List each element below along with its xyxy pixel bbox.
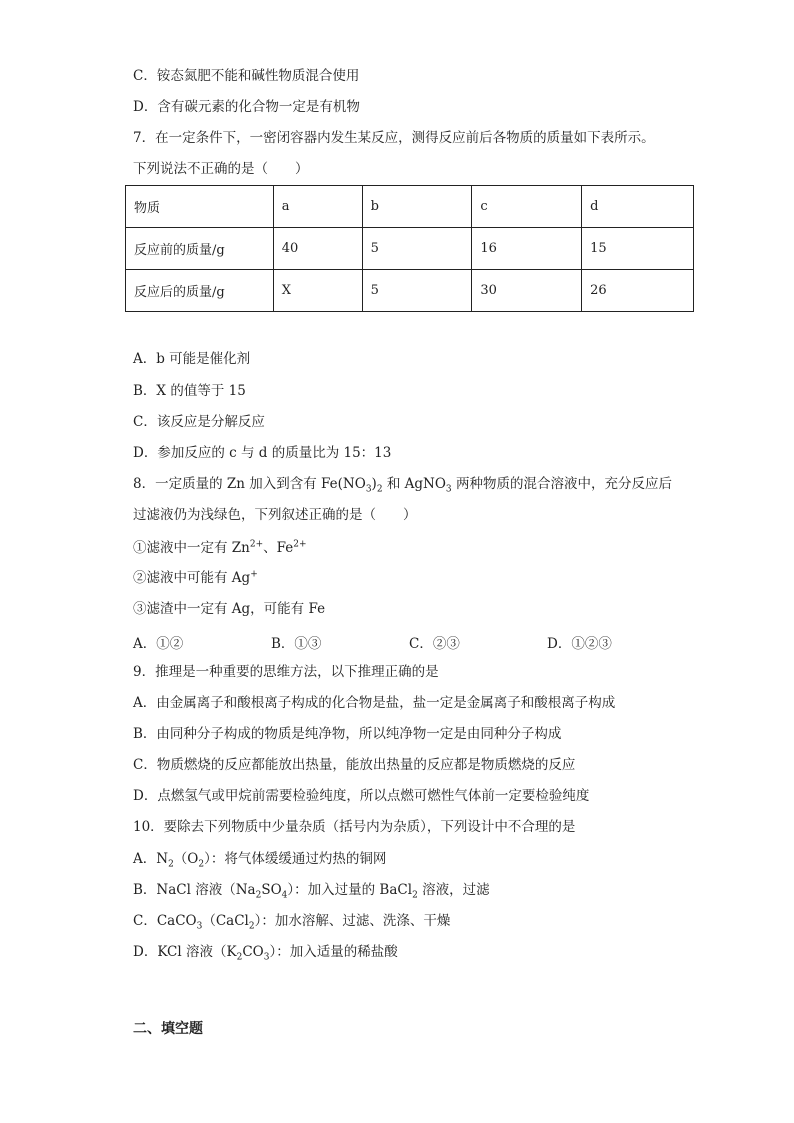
- q7-option-a: A．b 可能是催化剂: [133, 351, 251, 367]
- table-cell: X: [273, 270, 362, 312]
- q8-options: [133, 632, 693, 650]
- q10-option-b: B．NaCl 溶液$(Na_2SO_4)$：加入过量的 BaCl$_2$ 溶液，过滤: [133, 882, 490, 901]
- table-cell: 40: [273, 228, 362, 270]
- q9-stem: 9．推理是一种重要的思维方法，以下推理正确的是: [133, 664, 439, 680]
- q9-option-d: D．点燃氢气或甲烷前需要检验纯度，所以点燃可燃性气体前一定要检验纯度: [133, 788, 590, 804]
- q7-option-d: D．参加反应的 c 与 d 的质量比为 15：13: [133, 445, 392, 461]
- q8-option-d: D．①②③: [547, 636, 612, 652]
- q8-stem-line1: 8．一定质量的 Zn 加入到含有 $Fe(NO_3)_2$ 和 AgNO$_3$ 两种物质的混合溶液中，充分反应后: [133, 476, 672, 495]
- q9-option-a: A．由金属离子和酸根离子构成的化合物是盐，盐一定是金属离子和酸根离子构成: [133, 695, 616, 711]
- q6-option-c: C．铵态氮肥不能和碱性物质混合使用: [133, 68, 360, 84]
- q8-statement-3: ③滤渣中一定有 Ag，可能有 Fe: [133, 601, 326, 617]
- table-row: [126, 270, 694, 312]
- table-row: [126, 228, 694, 270]
- q10-option-a: A．$N_2(O_2)$：将气体缓缓通过灼热的铜网: [133, 851, 387, 870]
- table-header-cell: d: [582, 186, 694, 228]
- q10-option-c: C．CaCO$_3$（CaCl$_2$）：加水溶解、过滤、洗涤、干燥: [133, 913, 451, 932]
- table-cell: 26: [582, 270, 694, 312]
- q8-stem-line2: 过滤液仍为浅绿色，下列叙述正确的是（ ）: [133, 507, 417, 523]
- q7-option-c: C．该反应是分解反应: [133, 414, 265, 430]
- q7-option-b: B．X 的值等于 15: [133, 383, 246, 399]
- q9-option-b: B．由同种分子构成的物质是纯净物，所以纯净物一定是由同种分子构成: [133, 726, 562, 742]
- table-cell: 5: [362, 228, 472, 270]
- q8-option-a: A．①②: [133, 636, 184, 652]
- q8-statement-1: ①滤液中一定有 $Zn^{2+}$、$Fe^{2+}$: [133, 539, 307, 556]
- table-header-cell: c: [472, 186, 582, 228]
- table-header-row: [126, 186, 694, 228]
- q6-option-d: D．含有碳元素的化合物一定是有机物: [133, 99, 360, 115]
- q7-stem-line2: 下列说法不正确的是（ ）: [133, 161, 309, 177]
- table-cell: 反应前的质量/g: [126, 228, 274, 270]
- q7-stem-line1: 7．在一定条件下，一密闭容器内发生某反应，测得反应前后各物质的质量如下表所示。: [133, 130, 655, 146]
- q9-option-c: C．物质燃烧的反应都能放出热量，能放出热量的反应都是物质燃烧的反应: [133, 757, 576, 773]
- q8-statement-2: ②滤液中可能有 Ag+: [133, 569, 258, 586]
- table-header-cell: b: [362, 186, 472, 228]
- table-cell: 16: [472, 228, 582, 270]
- table-header-cell: 物质: [126, 186, 274, 228]
- table-cell: 反应后的质量/g: [126, 270, 274, 312]
- q8-option-c: C．②③: [409, 636, 460, 652]
- q10-option-d: D．KCl 溶液$(K_2CO_3)$：加入适量的稀盐酸: [133, 944, 398, 963]
- table-cell: 30: [472, 270, 582, 312]
- table-header-cell: a: [273, 186, 362, 228]
- q10-stem: 10．要除去下列物质中少量杂质（括号内为杂质），下列设计中不合理的是: [133, 819, 576, 835]
- table-cell: 5: [362, 270, 472, 312]
- section-heading: 二、填空题: [133, 1021, 203, 1037]
- q8-option-b: B．①③: [271, 636, 322, 652]
- table-cell: 15: [582, 228, 694, 270]
- q7-mass-table: [125, 185, 694, 312]
